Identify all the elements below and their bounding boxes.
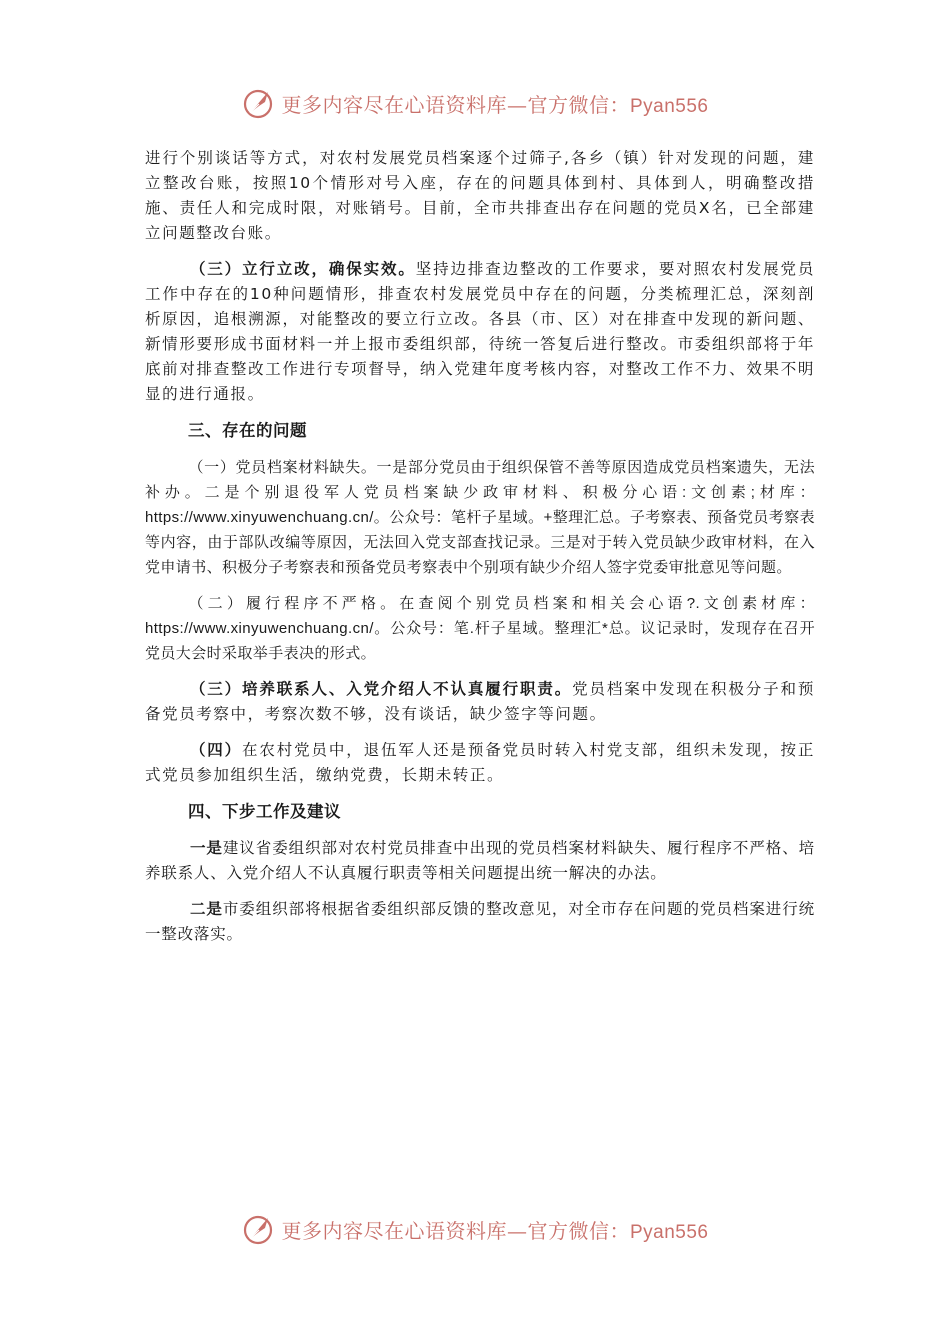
paragraph-5 (145, 677, 815, 727)
paragraph-5-title: （三）培养联系人、入党介绍人不认真履行职责。 (189, 680, 573, 698)
header-brand-text (281, 89, 708, 118)
paragraph-7-title: 一是 (189, 839, 223, 857)
header-brand: 更多内容尽在心语资料库 (281, 92, 507, 117)
header-wechat-label: 官方微信： (527, 92, 630, 117)
document-body (145, 146, 815, 947)
footer-brand: 更多内容尽在心语资料库 (281, 1218, 507, 1243)
paragraph-3: （一）党员档案材料缺失。一是部分党员由于组织保管不善等原因造成党员档案遗失，无法补办。二是个别退役军人党员档案缺少政审材料、积极分心语:文创素;材库：https://www.xinyuwenchuang.cn/。公众号：笔杆子星域。+整理汇总。子考察表、预备党员考察表等内容，由于部队改编等原因，无法回入党支部查找记录。三是对于转入党员缺少政审材料，在入党申请书、积极分子考察表和预备党员考察表中个别项有缺少介绍人签字党委审批意见等问题。 (145, 459, 815, 576)
paragraph-2-body: 坚持边排查边整改的工作要求，要对照农村发展党员工作中存在的10种问题情形，排查农村发展党员中存在的问题，分类梳理汇总，深刻剖析原因，追根溯源，对能整改的要立行立改。各县（市、区）对在排查中发现的新问题、新情形要形成书面材料一并上报市委组织部，待统一答复后进行整改。市委组织部将于年底前对排查整改工作进行专项督导，纳入党建年度考核内容，对整改工作不力、效果不明显的进行通报。 (145, 260, 815, 403)
paragraph-4: （二）履行程序不严格。在查阅个别党员档案和相关会心语?.文创素材库：https://www.xinyuwenchuang.cn/。公众号：笔.杆子星域。整理汇*总。议记录时，发现存在召开党员大会时采取举手表决的形式。 (145, 595, 815, 662)
quill-logo-icon (241, 1212, 275, 1246)
page-header-banner (0, 86, 950, 120)
section-heading-problems: 三、存在的问题 (188, 421, 307, 440)
quill-logo-icon (241, 86, 275, 120)
paragraph-8 (145, 897, 815, 947)
footer-dash: — (506, 1218, 528, 1243)
paragraph-1: 进行个别谈话等方式，对农村发展党员档案逐个过筛子,各乡（镇）针对发现的问题，建立整改台账，按照10个情形对号入座，存在的问题具体到村、具体到人，明确整改措施、责任人和完成时限，对账销号。目前，全市共排查出存在问题的党员X名，已全部建立问题整改台账。 (145, 149, 815, 242)
footer-wechat-id: Pyan556 (629, 1221, 709, 1243)
paragraph-8-body: 市委组织部将根据省委组织部反馈的整改意见，对全市存在问题的党员档案进行统一整改落实。 (145, 900, 815, 943)
header-dash: — (506, 92, 528, 117)
paragraph-2-title: （三）立行立改，确保实效。 (189, 260, 416, 278)
paragraph-8-title: 二是 (189, 900, 223, 918)
paragraph-6-body: 在农村党员中，退伍军人还是预备党员时转入村党支部，组织未发现，按正式党员参加组织生活，缴纳党费，长期未转正。 (145, 741, 815, 784)
header-wechat-id: Pyan556 (629, 95, 709, 117)
paragraph-7 (145, 836, 815, 886)
page-footer-banner (0, 1212, 950, 1246)
footer-brand-text (281, 1215, 708, 1244)
footer-wechat-label: 官方微信： (527, 1218, 630, 1243)
paragraph-5-body: 党员档案中发现在积极分子和预备党员考察中，考察次数不够，没有谈话，缺少签字等问题。 (145, 680, 816, 723)
paragraph-6-title: （四） (189, 741, 243, 759)
paragraph-6 (145, 738, 815, 788)
paragraph-2 (145, 257, 815, 407)
section-heading-next-steps: 四、下步工作及建议 (188, 802, 341, 821)
paragraph-7-body: 建议省委组织部对农村党员排查中出现的党员档案材料缺失、履行程序不严格、培养联系人、入党介绍人不认真履行职责等相关问题提出统一解决的办法。 (145, 839, 815, 882)
